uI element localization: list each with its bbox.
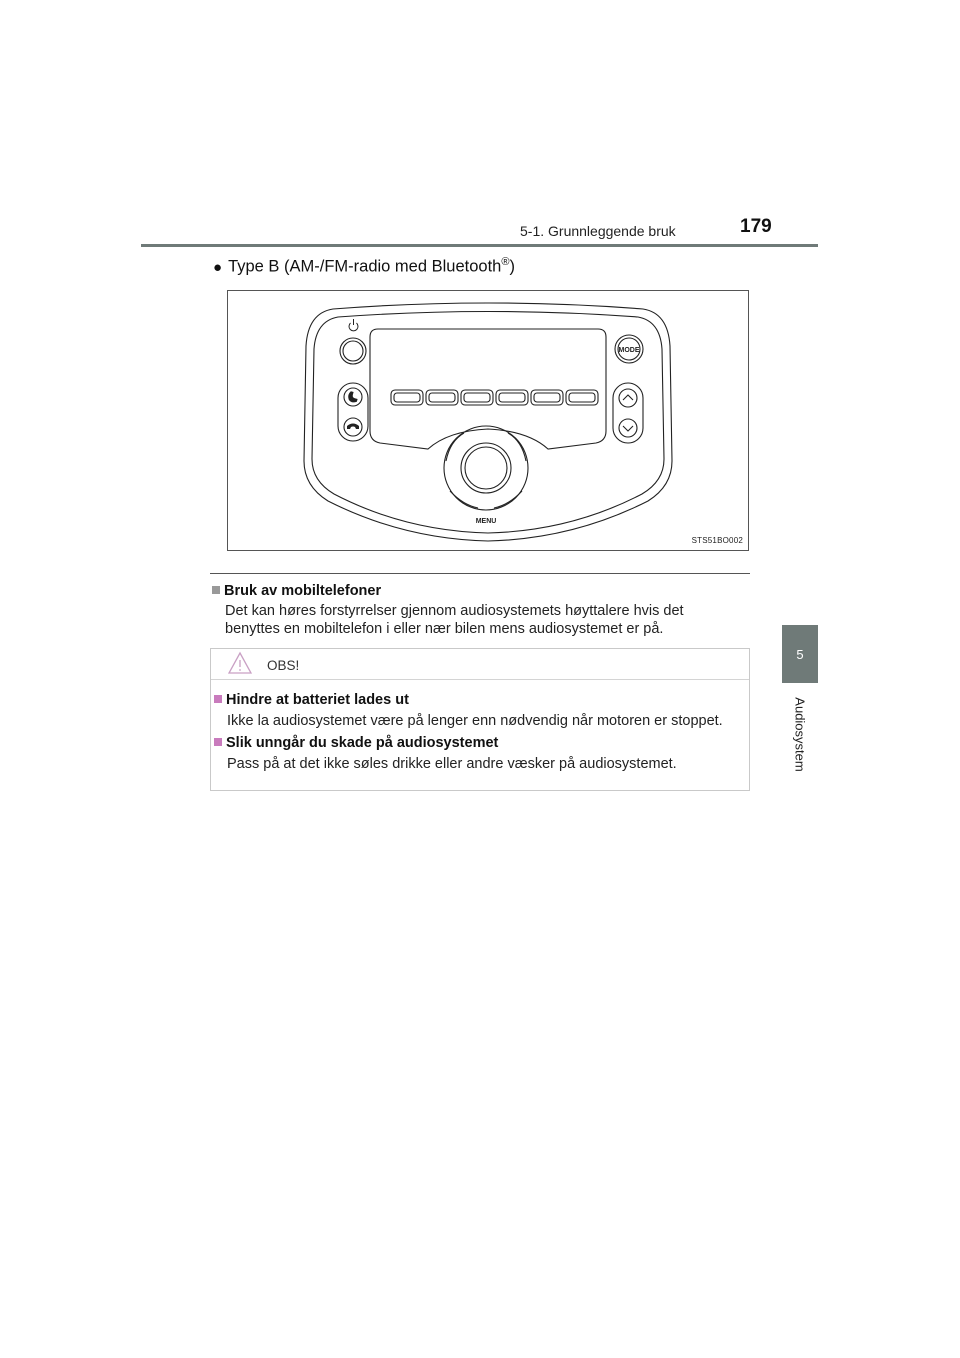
mobile-phones-title: Bruk av mobiltelefoner [224,583,382,599]
caution-item-1-heading [214,692,409,708]
preset-button-4 [496,390,528,405]
preset-button-5 [531,390,563,405]
preset-button-1 [391,390,423,405]
header-divider [141,244,818,247]
display-bezel [370,329,606,449]
caution-item-2-title: Slik unngår du skade på audiosystemet [226,735,499,751]
section-divider [210,573,750,574]
square-bullet-icon [214,738,222,746]
chapter-tab-number: 5 [782,625,818,683]
preset-button-2 [426,390,458,405]
type-b-heading [213,256,515,277]
audio-unit-illustration [228,291,748,550]
mobile-phones-text-2: benyttes en mobiltelefon i eller nær bilen mens audiosystemet er på. [225,621,664,637]
menu-knob [461,443,511,493]
menu-label: MENU [475,518,497,525]
square-bullet-icon [214,695,222,703]
caution-item-2-heading [214,735,498,751]
seek-button-group [613,383,643,443]
caution-divider [211,679,749,680]
mobile-phones-heading [212,583,381,599]
phone-pickup-icon [346,390,359,404]
registered-mark: ® [501,256,510,268]
audio-unit-figure [227,290,749,551]
power-button [340,338,366,364]
chapter-tab-label [782,684,818,784]
type-b-text: Type B (AM-/FM-radio med Bluetooth [228,257,502,276]
page-number: 179 [740,216,772,237]
bullet-icon: ● [213,258,223,276]
caution-item-1-text: Ikke la audiosystemet være på lenger enn nødvendig når motoren er stoppet. [227,713,723,729]
mobile-phones-text-1: Det kan høres forstyrrelser gjennom audiosystemets høyttalere hvis det [225,603,684,619]
caution-box [210,648,750,791]
caution-item-1-title: Hindre at batteriet lades ut [226,692,409,708]
caution-label: OBS! [267,658,300,673]
phone-hangup-button [344,418,362,436]
phone-button-group [338,383,368,441]
warning-triangle-icon [228,651,252,675]
section-title: 5-1. Grunnleggende bruk [520,223,676,239]
type-b-suffix: ) [509,257,515,276]
preset-button-3 [461,390,493,405]
figure-code: STS51BO002 [691,536,743,545]
preset-button-6 [566,390,598,405]
power-icon [349,319,358,331]
seek-up-button [619,389,637,407]
square-bullet-icon [212,586,220,594]
phone-hangup-icon [347,424,359,430]
caution-item-2-text: Pass på at det ikke søles drikke eller andre væsker på audiosystemet. [227,756,677,772]
seek-down-button [619,419,637,437]
chapter-tab-text: Audiosystem [792,696,808,772]
mode-button-label: MODE [618,347,640,354]
